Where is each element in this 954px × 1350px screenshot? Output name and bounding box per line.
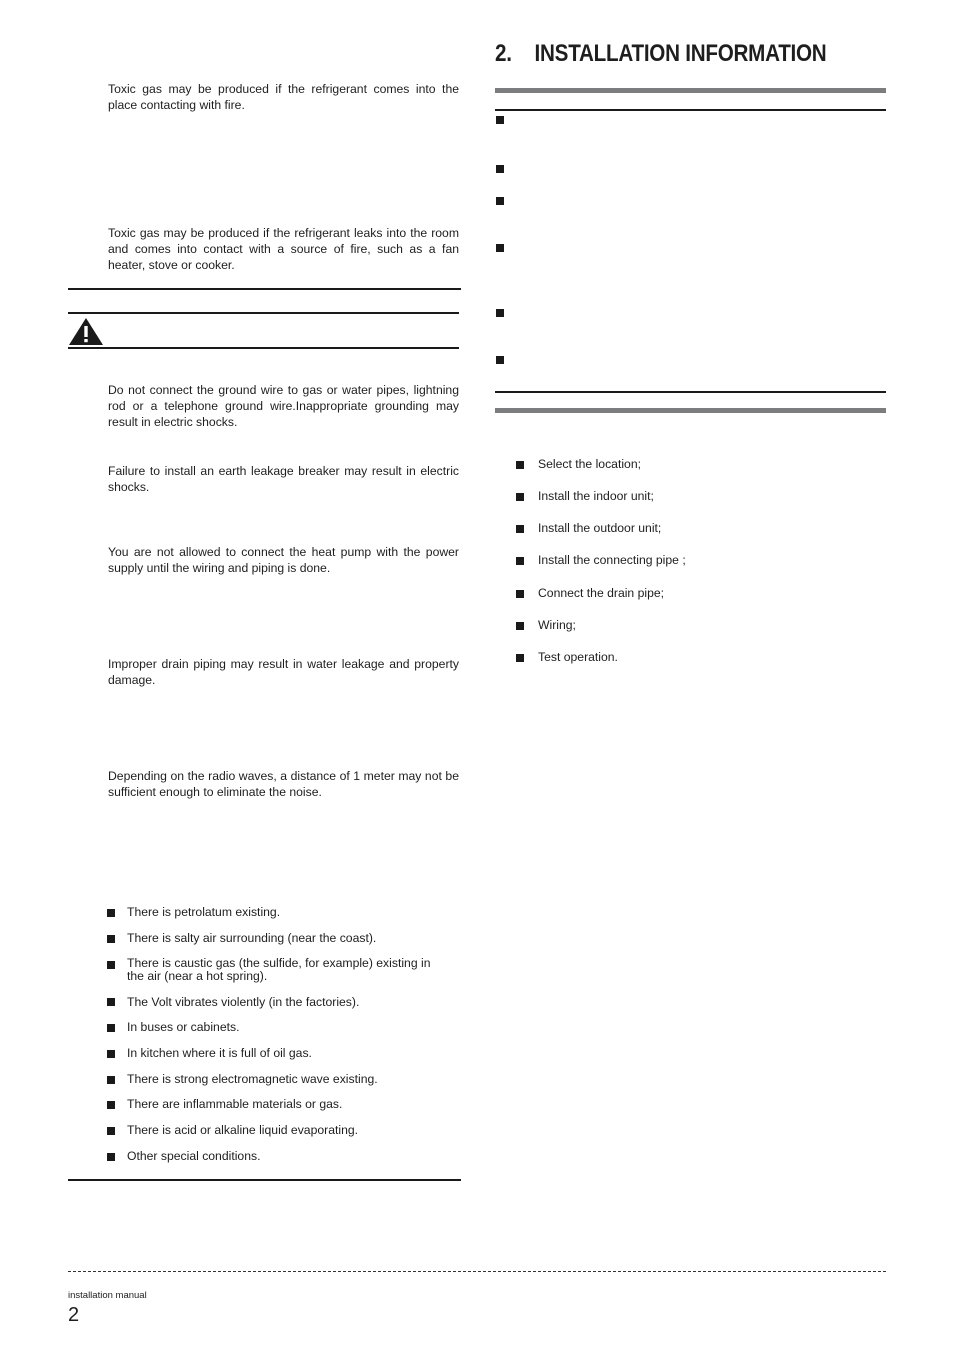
square-bullet-icon: [107, 1050, 115, 1058]
title-gray-bar: [495, 88, 886, 93]
square-bullet-icon: [516, 622, 524, 630]
square-bullet-icon: [107, 1127, 115, 1135]
square-bullet-icon: [496, 116, 504, 124]
square-bullet-icon: [107, 961, 115, 969]
section-divider: [68, 1179, 461, 1181]
square-bullet-icon: [516, 654, 524, 662]
square-bullet-icon: [107, 1101, 115, 1109]
paragraph-refrigerant-leak: Toxic gas may be produced if the refrigerant leaks into the room and comes into contact with a source of fire, such as a fan heater, stove or cooker.: [108, 226, 459, 273]
square-bullet-icon: [496, 244, 504, 252]
square-bullet-icon: [516, 525, 524, 533]
square-bullet-icon: [107, 1024, 115, 1032]
square-bullet-icon: [107, 1076, 115, 1084]
section-title-text: INSTALLATION INFORMATION: [534, 40, 827, 67]
section-title: [495, 40, 826, 68]
square-bullet-icon: [107, 935, 115, 943]
paragraph-ground-wire: Do not connect the ground wire to gas or water pipes, lightning rod or a telephone ground wire.Inappropriate grounding may result in electric shocks.: [108, 383, 459, 430]
square-bullet-icon: [516, 590, 524, 598]
square-bullet-icon: [496, 197, 504, 205]
square-bullet-icon: [516, 557, 524, 565]
paragraph-drain-piping: Improper drain piping may result in water leakage and property damage.: [108, 657, 459, 688]
warning-triangle-icon: [68, 316, 104, 346]
square-bullet-icon: [496, 165, 504, 173]
paragraph-power-supply: You are not allowed to connect the heat pump with the power supply until the wiring and piping is done.: [108, 545, 459, 576]
square-bullet-icon: [496, 356, 504, 364]
caution-header-top-rule: [68, 312, 459, 314]
paragraph-refrigerant-fire: Toxic gas may be produced if the refrigerant comes into the place contacting with fire.: [108, 82, 459, 113]
square-bullet-icon: [107, 998, 115, 1006]
square-bullet-icon: [516, 493, 524, 501]
paragraph-earth-leakage: Failure to install an earth leakage breaker may result in electric shocks.: [108, 464, 459, 495]
square-bullet-icon: [496, 309, 504, 317]
square-bullet-icon: [107, 909, 115, 917]
footer-dashed-rule: [68, 1271, 886, 1272]
square-bullet-icon: [516, 461, 524, 469]
caution-header-bottom-rule: [68, 347, 459, 349]
paragraph-radio-waves: Depending on the radio waves, a distance of 1 meter may not be sufficient enough to eliminate the noise.: [108, 769, 459, 800]
page-number: 2: [68, 1304, 80, 1326]
section-number: 2.: [495, 40, 512, 67]
section-divider: [68, 288, 461, 290]
section-rule: [495, 109, 886, 111]
square-bullet-icon: [107, 1153, 115, 1161]
subsection-gray-bar: [495, 408, 886, 413]
section-rule: [495, 391, 886, 393]
footer-label: installation manual: [68, 1290, 147, 1301]
